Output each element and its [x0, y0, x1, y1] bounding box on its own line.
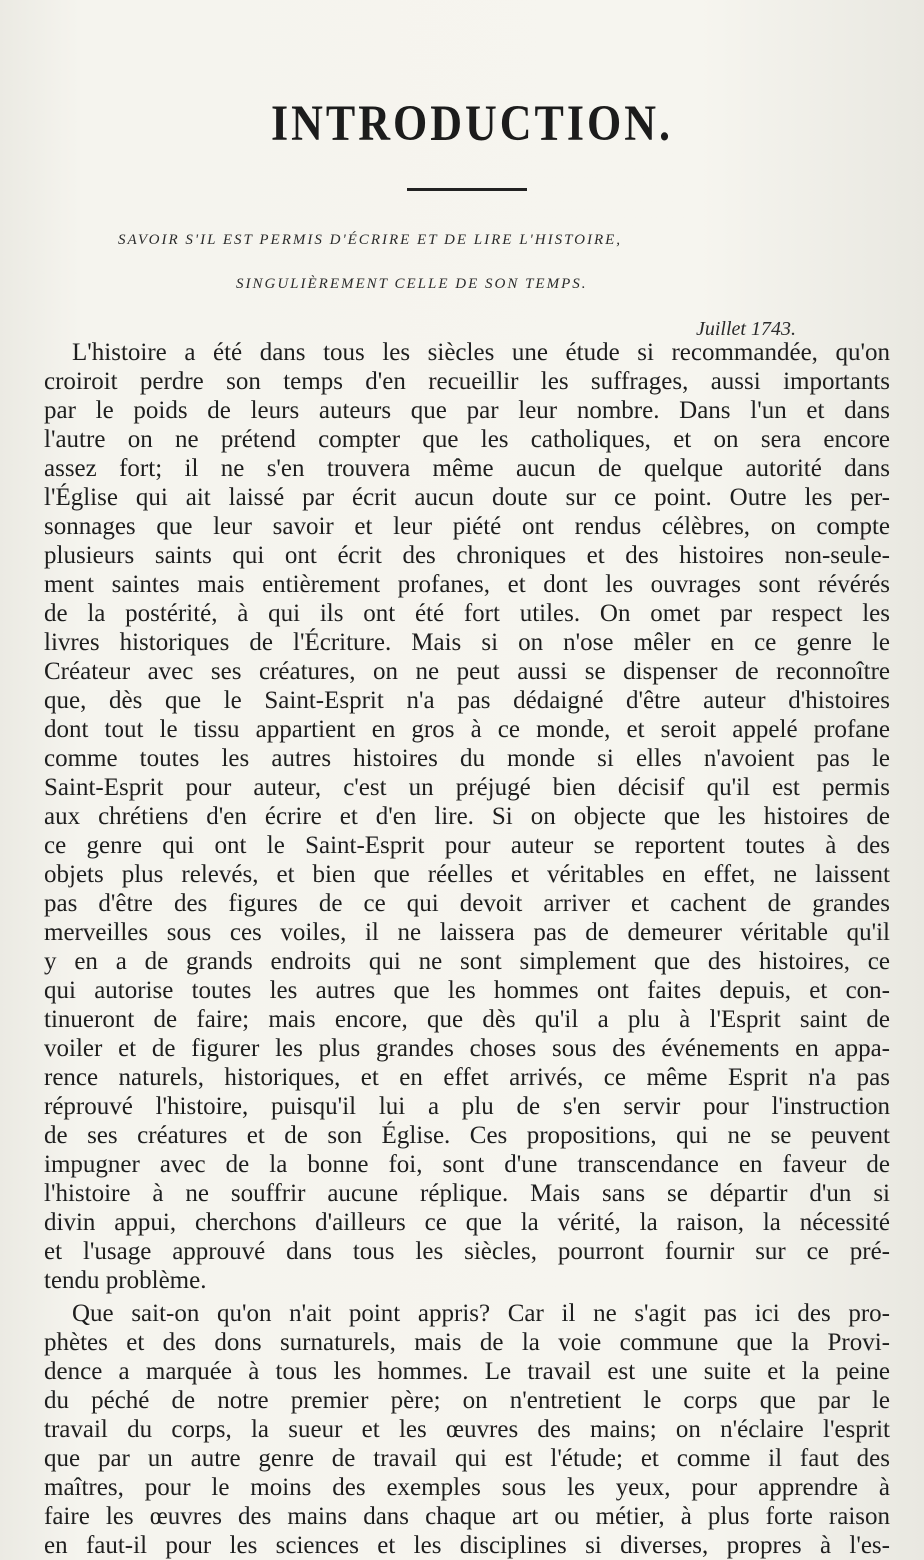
text-line: Que sait-on qu'on n'ait point appris? Car il ne s'agit pas ici des pro-: [72, 1300, 890, 1327]
text-line: aux chrétiens d'en écrire et d'en lire. Si on objecte que les histoires de: [44, 803, 890, 830]
text-line: impugner avec de la bonne foi, sont d'une transcendance en faveur de: [44, 1151, 890, 1178]
text-line: et l'usage approuvé dans tous les siècles, pourront fournir sur ce pré-: [44, 1238, 890, 1265]
text-line: tinueront de faire; mais encore, que dès qu'il a plu à l'Esprit saint de: [44, 1006, 890, 1033]
text-line: l'Église qui ait laissé par écrit aucun doute sur ce point. Outre les per-: [44, 484, 890, 511]
text-line: Saint-Esprit pour auteur, c'est un préjugé bien décisif qu'il est permis: [44, 774, 890, 801]
text-line: assez fort; il ne s'en trouvera même aucun de quelque autorité dans: [44, 455, 890, 482]
chapter-title: INTRODUCTION.: [270, 95, 674, 152]
text-line: du péché de notre premier père; on n'entretient le corps que par le: [44, 1387, 890, 1414]
text-line: divin appui, cherchons d'ailleurs ce que la vérité, la raison, la nécessité: [44, 1209, 890, 1236]
text-line: l'autre on ne prétend compter que les catholiques, et on sera encore: [44, 426, 890, 453]
text-line: l'histoire à ne souffrir aucune réplique. Mais sans se départir d'un si: [44, 1180, 890, 1207]
text-line: tendu problème.: [44, 1267, 207, 1294]
text-line: rence naturels, historiques, et en effet arrivés, ce même Esprit n'a pas: [44, 1064, 890, 1091]
text-line: croiroit perdre son temps d'en recueillir les suffrages, aussi importants: [44, 368, 890, 395]
text-line: y en a de grands endroits qui ne sont simplement que des histoires, ce: [44, 948, 890, 975]
text-line: ce genre qui ont le Saint-Esprit pour auteur se reportent toutes à des: [44, 832, 890, 859]
text-line: faire les œuvres des mains dans chaque art ou métier, à plus forte raison: [44, 1503, 890, 1530]
text-line: merveilles sous ces voiles, il ne laissera pas de demeurer véritable qu'il: [44, 919, 890, 946]
chapter-subtitle-line-1: SAVOIR S'IL EST PERMIS D'ÉCRIRE ET DE LIRE L'HISTOIRE,: [118, 232, 623, 248]
text-line: phètes et des dons surnaturels, mais de la voie commune que la Provi-: [44, 1329, 890, 1356]
text-line: sonnages que leur savoir et leur piété ont rendus célèbres, on compte: [44, 513, 890, 540]
body-text: [44, 338, 890, 1560]
text-line: dont tout le tissu appartient en gros à ce monde, et seroit appelé profane: [44, 716, 890, 743]
text-line: que par un autre genre de travail qui est l'étude; et comme il faut des: [44, 1445, 890, 1472]
text-line: livres historiques de l'Écriture. Mais si on n'ose mêler en ce genre le: [44, 629, 890, 656]
dateline: Juillet 1743.: [696, 318, 796, 340]
text-line: maîtres, pour le moins des exemples sous les yeux, pour apprendre à: [44, 1474, 890, 1501]
text-line: voiler et de figurer les plus grandes choses sous des événements en appa-: [44, 1035, 890, 1062]
text-line: comme toutes les autres histoires du monde si elles n'avoient pas le: [44, 745, 890, 772]
text-line: travail du corps, la sueur et les œuvres des mains; on n'éclaire l'esprit: [44, 1416, 890, 1443]
text-line: qui autorise toutes les autres que les hommes ont faites depuis, et con-: [44, 977, 890, 1004]
chapter-subtitle-line-2: SINGULIÈREMENT CELLE DE SON TEMPS.: [236, 276, 588, 292]
text-line: plusieurs saints qui ont écrit des chroniques et des histoires non-seule-: [44, 542, 890, 569]
text-line: Créateur avec ses créatures, on ne peut aussi se dispenser de reconnoître: [44, 658, 890, 685]
text-line: de ses créatures et de son Église. Ces propositions, qui ne se peuvent: [44, 1122, 890, 1149]
text-line: réprouvé l'histoire, puisqu'il lui a plu de s'en servir pour l'instruction: [44, 1093, 890, 1120]
text-line: dence a marquée à tous les hommes. Le travail est une suite et la peine: [44, 1358, 890, 1385]
text-line: par le poids de leurs auteurs que par leur nombre. Dans l'un et dans: [44, 397, 890, 424]
text-line: pas d'être des figures de ce qui devoit arriver et cachent de grandes: [44, 890, 890, 917]
text-line: de la postérité, à qui ils ont été fort utiles. On omet par respect les: [44, 600, 890, 627]
title-rule: [407, 188, 527, 191]
text-line: objets plus relevés, et bien que réelles et véritables en effet, ne laissent: [44, 861, 890, 888]
text-line: L'histoire a été dans tous les siècles une étude si recommandée, qu'on: [72, 339, 890, 366]
text-line: que, dès que le Saint-Esprit n'a pas dédaigné d'être auteur d'histoires: [44, 687, 890, 714]
text-line: ment saintes mais entièrement profanes, et dont les ouvrages sont révérés: [44, 571, 890, 598]
text-line: en faut-il pour les sciences et les disciplines si diverses, propres à l'es-: [44, 1532, 890, 1559]
